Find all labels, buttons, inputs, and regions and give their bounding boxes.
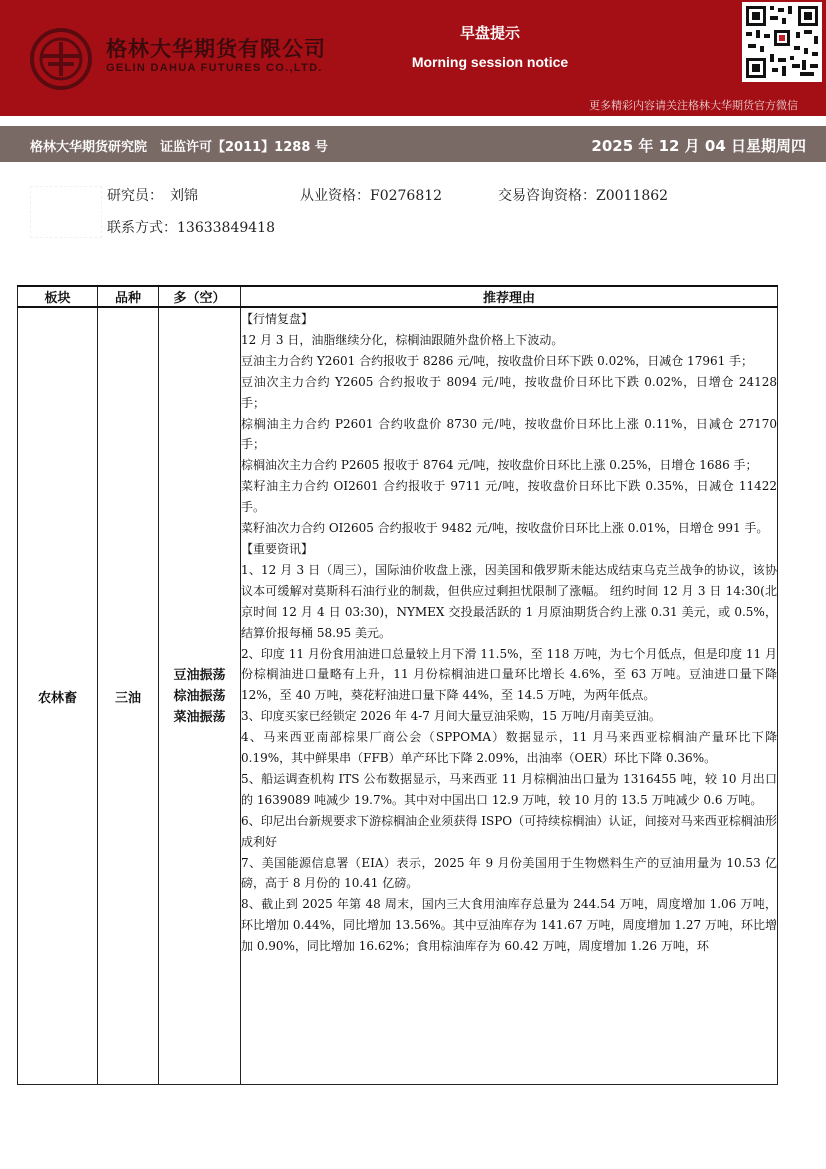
company-logo-icon: [30, 28, 92, 90]
column-header-variety: 品种: [98, 286, 159, 307]
contact-info: 联系方式：13633849418: [107, 220, 275, 236]
notice-title-en: Morning session notice: [411, 54, 569, 70]
recommendation-table: [17, 285, 778, 1085]
market-review-line: 12 月 3 日，油脂继续分化，棕榈油跟随外盘价格上下波动。: [241, 332, 564, 347]
photo-placeholder: [30, 186, 102, 238]
sector-cell: 农林畜: [18, 307, 98, 1085]
column-header-direction: 多（空）: [159, 286, 241, 307]
news-item: 2、印度 11 月份食用油进口总量较上月下滑 11.5%，至 118 万吨，为七个月低点，但是印度 11 月份棕榈油进口量略有上升，11 月份棕榈油进口量环比增长 4.6%，至 63 万吨。豆油进口量下降 12%，至 40 万吨，葵花籽油进口量下降 44%，至 14.5 万吨，为两年低点。: [241, 646, 777, 703]
column-header-sector: 板块: [18, 286, 98, 307]
key-news-heading: 【重要资讯】: [241, 541, 314, 556]
variety-cell: 三油: [98, 307, 159, 1085]
reason-cell: [241, 307, 778, 1085]
column-header-reason: 推荐理由: [241, 286, 778, 307]
news-item: 3、印度买家已经锁定 2026 年 4-7 月间大量豆油采购，15 万吨/月南美豆油。: [241, 709, 661, 724]
news-item: 1、12 月 3 日（周三），国际油价收盘上涨，因美国和俄罗斯未能达成结束乌克兰战争的协议，该协议本可缓解对莫斯科石油行业的制裁，但供应过剩担忧限制了涨幅。 纽约时间 12 月 3 日 14:30(北京时间 12 月 4 日 03:30)，NYMEX 交投最活跃的 1 月原油期货合约上涨 0.31 美元，或 0.5%，结算价报每桶 58.95 美元。: [241, 562, 777, 640]
wechat-qr-code-icon: [742, 2, 822, 82]
direction-palm-oil: 棕油振荡: [173, 688, 226, 704]
table-header-row: [18, 286, 778, 307]
consult-qualification: 交易咨询资格：Z0011862: [498, 188, 669, 204]
news-item: 6、印尼出台新规要求下游棕榈油企业须获得 ISPO（可持续棕榈油）认证，间接对马来西亚棕榈油形成利好: [241, 813, 777, 849]
report-date: 2025 年 12 月 04 日星期周四: [591, 137, 806, 155]
market-review-heading: 【行情复盘】: [241, 312, 314, 326]
wechat-follow-note: 更多精彩内容请关注格林大华期货官方微信: [589, 99, 798, 112]
institute-license: 格林大华期货研究院 证监许可【2011】1288 号: [30, 140, 328, 155]
practice-qualification: 从业资格：F0276812: [300, 188, 443, 204]
market-review-line: 菜籽油次力合约 OI2605 合约报收于 9482 元/吨，按收盘价日环比上涨 0.01%，日增仓 991 手。: [241, 521, 769, 536]
researcher-name: 研究员： 刘锦: [107, 188, 198, 204]
news-item: 4、马来西亚南部棕果厂商公会（SPPOMA）数据显示，11 月马来西亚棕榈油产量环比下降 0.19%，其中鲜果串（FFB）单产环比下降 2.09%，出油率（OER）环比下降 0.36%。: [241, 730, 777, 766]
direction-rapeseed-oil: 菜油振荡: [173, 709, 226, 725]
market-review-line: 豆油次主力合约 Y2605 合约报收于 8094 元/吨，按收盘价日环比下跌 0.02%，日增仓 24128 手；: [241, 374, 777, 410]
news-item: 8、截止到 2025 年第 48 周末，国内三大食用油库存总量为 244.54 万吨，周度增加 1.06 万吨，环比增加 0.44%，同比增加 13.56%。其中豆油库存为 141.67 万吨，周度增加 1.27 万吨，环比增加 0.90%，同比增加 16.62%；食用棕油库存为 60.42 万吨，周度增加 1.26 万吨，环: [241, 897, 777, 954]
notice-title-cn: 早盘提示: [459, 24, 520, 42]
company-name-en: GELIN DAHUA FUTURES CO.,LTD.: [106, 62, 323, 74]
direction-cell: [159, 307, 241, 1085]
table-row: [18, 307, 778, 1085]
market-review-line: 豆油主力合约 Y2601 合约报收于 8286 元/吨，按收盘价日环下跌 0.02%，日减仓 17961 手；: [241, 353, 754, 368]
direction-soybean-oil: 豆油振荡: [173, 667, 226, 683]
company-name-cn: 格林大华期货有限公司: [106, 37, 326, 61]
market-review-line: 棕榈油次主力合约 P2605 报收于 8764 元/吨，按收盘价日环比上涨 0.25%，日增仓 1686 手；: [241, 458, 758, 473]
market-review-line: 棕榈油主力合约 P2601 合约收盘价 8730 元/吨，按收盘价日环比上涨 0.11%，日减仓 27170 手；: [241, 416, 777, 452]
market-review-line: 菜籽油主力合约 OI2601 合约报收于 9711 元/吨，按收盘价日环比下跌 0.35%，日减仓 11422 手。: [241, 479, 777, 515]
news-item: 7、美国能源信息署（EIA）表示，2025 年 9 月份美国用于生物燃料生产的豆油用量为 10.53 亿磅，高于 8 月份的 10.41 亿磅。: [241, 855, 777, 891]
news-item: 5、船运调查机构 ITS 公布数据显示，马来西亚 11 月棕榈油出口量为 1316455 吨，较 10 月出口的 1639089 吨减少 19.7%。其中对中国出口 12.9 万吨，较 10 月的 13.5 万吨减少 0.6 万吨。: [241, 771, 777, 807]
